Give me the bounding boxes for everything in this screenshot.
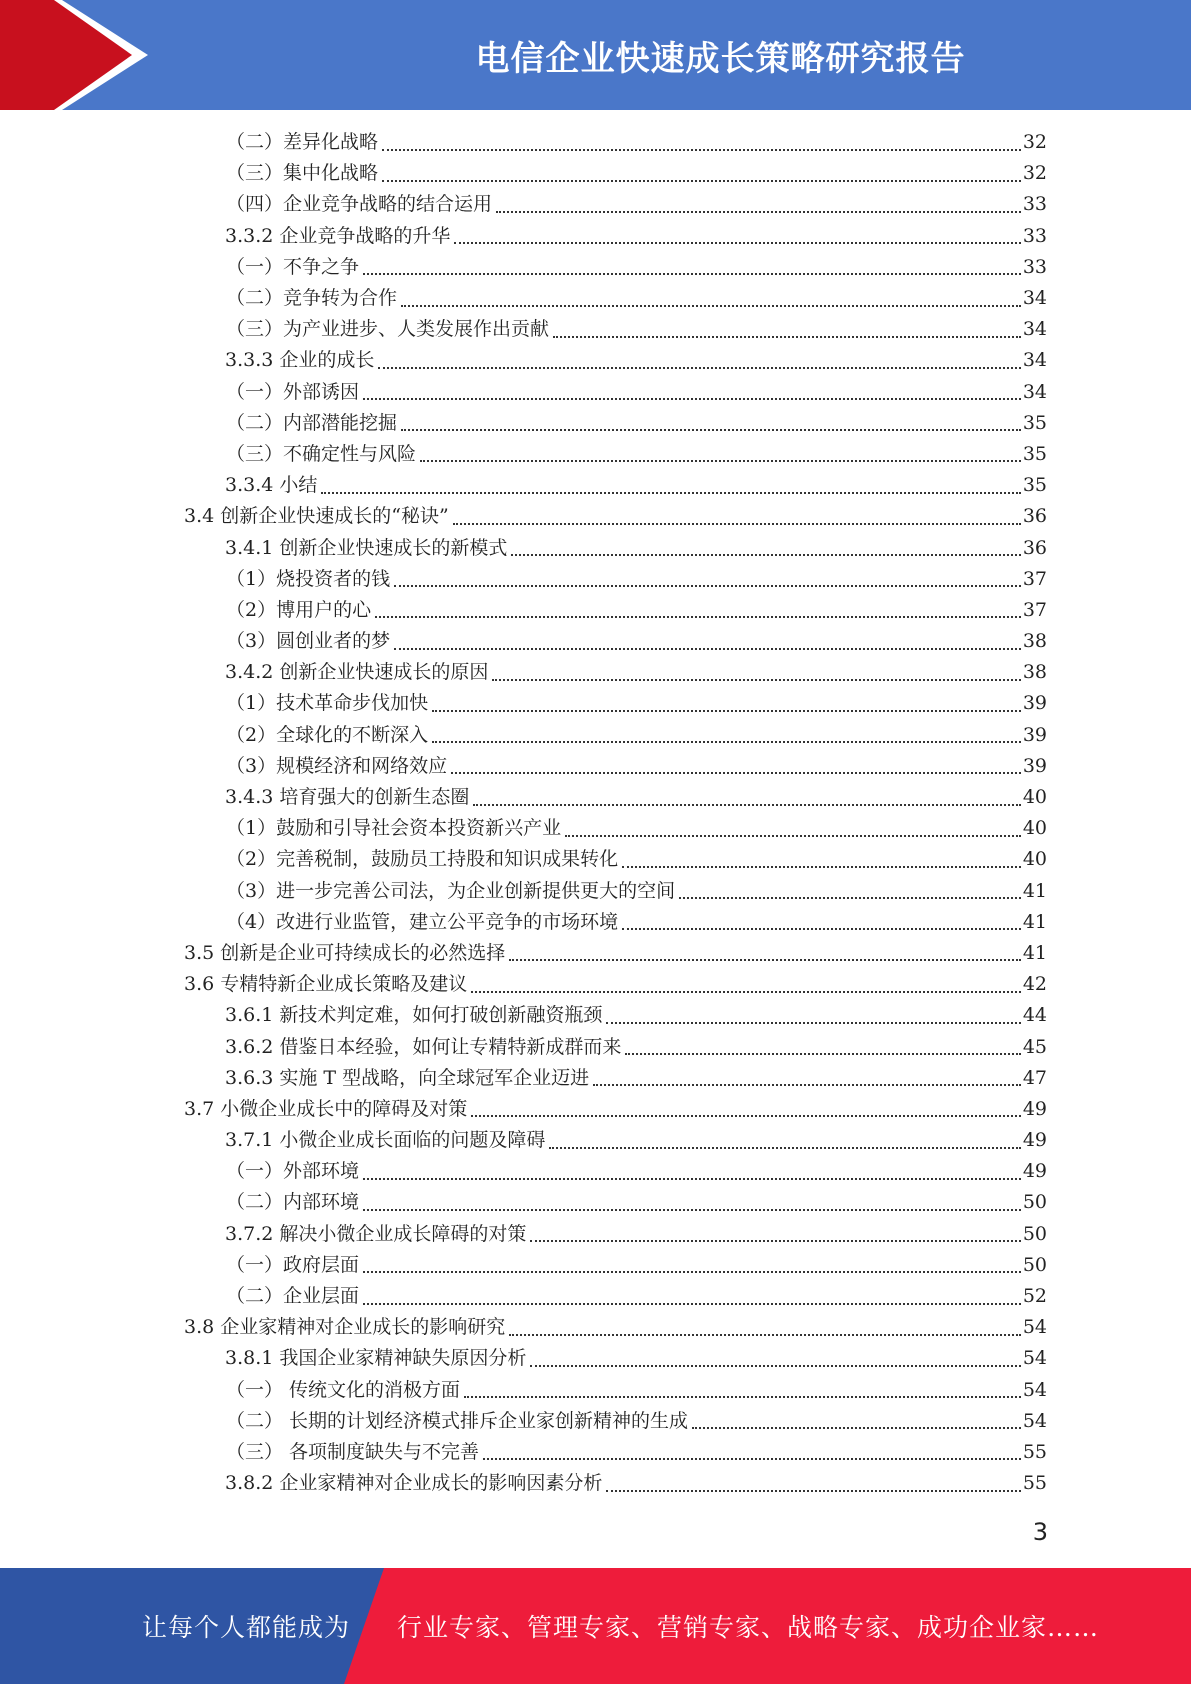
- toc-dot-leader: [509, 1334, 1021, 1336]
- toc-entry-page: 35: [1022, 442, 1047, 465]
- toc-dot-leader: [401, 429, 1021, 431]
- toc-dot-leader: [509, 959, 1021, 961]
- header-chevron-decoration: [0, 0, 160, 110]
- toc-entry-label: 3.8 企业家精神对企业成长的影响研究: [184, 1316, 506, 1339]
- toc-dot-leader: [363, 1271, 1021, 1273]
- toc-entry-label: 3.7.2 解决小微企业成长障碍的对策: [225, 1222, 527, 1245]
- toc-entry-label: （三）不确定性与风险: [226, 442, 417, 465]
- toc-entry-label: （一）政府层面: [226, 1253, 360, 1276]
- toc-entry[interactable]: [0, 283, 1191, 314]
- toc-entry[interactable]: [0, 907, 1191, 938]
- toc-entry-label: （2）完善税制，鼓励员工持股和知识成果转化: [226, 848, 619, 871]
- toc-entry-label: （一）外部环境: [226, 1160, 360, 1183]
- toc-entry-label: （一） 传统文化的消极方面: [226, 1378, 461, 1401]
- toc-entry-page: 36: [1022, 536, 1047, 559]
- toc-entry[interactable]: [0, 844, 1191, 875]
- toc-dot-leader: [432, 741, 1021, 743]
- toc-entry[interactable]: [0, 564, 1191, 595]
- toc-entry-label: 3.4 创新企业快速成长的“秘诀”: [184, 505, 449, 528]
- document-title: 电信企业快速成长策略研究报告: [475, 38, 966, 79]
- toc-entry[interactable]: [0, 127, 1191, 158]
- toc-entry-label: （一）外部诱因: [226, 380, 360, 403]
- toc-entry-page: 49: [1022, 1129, 1047, 1152]
- toc-entry-label: 3.7 小微企业成长中的障碍及对策: [184, 1097, 468, 1120]
- toc-entry-page: 50: [1022, 1191, 1047, 1214]
- toc-entry[interactable]: [0, 1000, 1191, 1031]
- toc-entry[interactable]: [0, 252, 1191, 283]
- toc-dot-leader: [473, 804, 1020, 806]
- toc-entry[interactable]: [0, 782, 1191, 813]
- toc-entry[interactable]: [0, 626, 1191, 657]
- toc-entry-page: 40: [1022, 817, 1047, 840]
- toc-entry-page: 52: [1022, 1285, 1047, 1308]
- toc-entry-page: 39: [1022, 754, 1047, 777]
- page-number: 3: [1032, 1518, 1048, 1546]
- toc-entry-page: 34: [1022, 287, 1047, 310]
- toc-dot-leader: [483, 1458, 1021, 1460]
- toc-entry[interactable]: [0, 1219, 1191, 1250]
- toc-dot-leader: [622, 866, 1021, 868]
- toc-entry-label: （3）进一步完善公司法，为企业创新提供更大的空间: [226, 879, 676, 902]
- toc-dot-leader: [378, 367, 1020, 369]
- toc-dot-leader: [382, 149, 1021, 151]
- toc-dot-leader: [692, 1427, 1021, 1429]
- toc-entry-label: （3）圆创业者的梦: [226, 630, 391, 653]
- toc-entry-page: 45: [1022, 1035, 1047, 1058]
- toc-entry-page: 47: [1022, 1066, 1047, 1089]
- toc-dot-leader: [363, 1178, 1021, 1180]
- toc-entry[interactable]: [0, 158, 1191, 189]
- toc-dot-leader: [679, 897, 1021, 899]
- toc-entry-label: （2）全球化的不断深入: [226, 723, 429, 746]
- toc-entry-page: 49: [1022, 1097, 1047, 1120]
- toc-entry[interactable]: [0, 470, 1191, 501]
- toc-entry-page: 38: [1022, 630, 1047, 653]
- toc-dot-leader: [382, 180, 1021, 182]
- toc-entry-page: 55: [1022, 1472, 1047, 1495]
- toc-entry[interactable]: [0, 314, 1191, 345]
- toc-entry-label: （1）技术革命步伐加快: [226, 692, 429, 715]
- toc-dot-leader: [394, 585, 1021, 587]
- toc-entry[interactable]: [0, 688, 1191, 719]
- toc-entry-label: （二） 长期的计划经济模式排斥企业家创新精神的生成: [226, 1409, 689, 1432]
- toc-entry-label: （1）烧投资者的钱: [226, 567, 391, 590]
- toc-entry-page: 54: [1022, 1316, 1047, 1339]
- toc-dot-leader: [622, 928, 1021, 930]
- toc-dot-leader: [420, 460, 1021, 462]
- toc-entry-label: （三） 各项制度缺失与不完善: [226, 1440, 480, 1463]
- toc-entry-page: 49: [1022, 1160, 1047, 1183]
- toc-entry-page: 50: [1022, 1253, 1047, 1276]
- toc-entry-page: 36: [1022, 505, 1047, 528]
- toc-entry-page: 54: [1022, 1409, 1047, 1432]
- toc-entry[interactable]: [0, 345, 1191, 376]
- toc-dot-leader: [549, 1147, 1020, 1149]
- toc-entry-label: （二）内部环境: [226, 1191, 360, 1214]
- toc-entry-page: 55: [1022, 1440, 1047, 1463]
- toc-entry-page: 35: [1022, 474, 1047, 497]
- toc-entry-page: 54: [1022, 1378, 1047, 1401]
- toc-dot-leader: [394, 648, 1021, 650]
- toc-entry-label: 3.7.1 小微企业成长面临的问题及障碍: [225, 1129, 546, 1152]
- toc-entry[interactable]: [0, 969, 1191, 1000]
- toc-dot-leader: [375, 616, 1021, 618]
- toc-dot-leader: [606, 1022, 1020, 1024]
- toc-entry[interactable]: [0, 1281, 1191, 1312]
- toc-dot-leader: [454, 242, 1020, 244]
- toc-entry-page: 33: [1022, 224, 1047, 247]
- toc-dot-leader: [565, 835, 1021, 837]
- toc-entry[interactable]: [0, 595, 1191, 626]
- toc-entry-page: 32: [1022, 162, 1047, 185]
- page-footer: [0, 1568, 1191, 1684]
- toc-entry[interactable]: [0, 1312, 1191, 1343]
- toc-entry[interactable]: [0, 1094, 1191, 1125]
- toc-dot-leader: [464, 1396, 1021, 1398]
- toc-entry-page: 44: [1022, 1004, 1047, 1027]
- toc-entry[interactable]: [0, 439, 1191, 470]
- toc-entry[interactable]: [0, 876, 1191, 907]
- toc-entry-label: 3.8.2 企业家精神对企业成长的影响因素分析: [225, 1472, 603, 1495]
- toc-entry-label: 3.3.2 企业竞争战略的升华: [225, 224, 451, 247]
- toc-dot-leader: [530, 1240, 1020, 1242]
- toc-entry-label: 3.3.3 企业的成长: [225, 349, 375, 372]
- toc-entry[interactable]: [0, 1250, 1191, 1281]
- toc-dot-leader: [496, 211, 1021, 213]
- toc-dot-leader: [401, 305, 1021, 307]
- toc-entry[interactable]: [0, 1031, 1191, 1062]
- toc-entry[interactable]: [0, 221, 1191, 252]
- toc-dot-leader: [363, 1209, 1021, 1211]
- toc-entry-label: 3.6.3 实施 T 型战略，向全球冠军企业迈进: [225, 1066, 590, 1089]
- toc-entry-label: （二）企业层面: [226, 1285, 360, 1308]
- toc-dot-leader: [363, 273, 1021, 275]
- toc-entry-page: 40: [1022, 786, 1047, 809]
- toc-entry[interactable]: [0, 1375, 1191, 1406]
- toc-entry-page: 32: [1022, 131, 1047, 154]
- toc-dot-leader: [471, 991, 1021, 993]
- toc-dot-leader: [363, 1303, 1021, 1305]
- toc-entry-label: （1）鼓励和引导社会资本投资新兴产业: [226, 817, 562, 840]
- toc-entry-page: 40: [1022, 848, 1047, 871]
- toc-entry-label: 3.6 专精特新企业成长策略及建议: [184, 973, 468, 996]
- toc-entry-page: 37: [1022, 567, 1047, 590]
- toc-entry-label: （二）差异化战略: [226, 131, 379, 154]
- toc-entry-page: 35: [1022, 411, 1047, 434]
- toc-entry-page: 41: [1022, 941, 1047, 964]
- toc-entry-label: 3.5 创新是企业可持续成长的必然选择: [184, 941, 506, 964]
- toc-entry[interactable]: [0, 377, 1191, 408]
- toc-dot-leader: [625, 1053, 1020, 1055]
- toc-dot-leader: [492, 679, 1020, 681]
- toc-entry-label: 3.4.2 创新企业快速成长的原因: [225, 661, 489, 684]
- table-of-contents: [0, 127, 1191, 1499]
- toc-entry-page: 54: [1022, 1347, 1047, 1370]
- toc-entry-label: （四）企业竞争战略的结合运用: [226, 193, 493, 216]
- toc-entry[interactable]: [0, 720, 1191, 751]
- toc-entry[interactable]: [0, 1063, 1191, 1094]
- toc-entry[interactable]: [0, 1125, 1191, 1156]
- toc-entry[interactable]: [0, 501, 1191, 532]
- toc-entry[interactable]: [0, 408, 1191, 439]
- toc-entry-label: （三）集中化战略: [226, 162, 379, 185]
- toc-dot-leader: [451, 772, 1021, 774]
- footer-slogan-right: 行业专家、管理专家、营销专家、战略专家、成功企业家……: [397, 1613, 1100, 1642]
- toc-entry-page: 41: [1022, 879, 1047, 902]
- toc-dot-leader: [471, 1115, 1021, 1117]
- toc-dot-leader: [321, 492, 1020, 494]
- toc-entry[interactable]: [0, 1437, 1191, 1468]
- page-header: [0, 0, 1191, 110]
- toc-entry[interactable]: [0, 1156, 1191, 1187]
- toc-entry-label: 3.8.1 我国企业家精神缺失原因分析: [225, 1347, 527, 1370]
- toc-entry-page: 39: [1022, 723, 1047, 746]
- toc-entry-label: 3.3.4 小结: [225, 474, 318, 497]
- toc-dot-leader: [530, 1365, 1020, 1367]
- toc-entry-page: 39: [1022, 692, 1047, 715]
- toc-entry-label: （4）改进行业监管，建立公平竞争的市场环境: [226, 910, 619, 933]
- toc-entry[interactable]: [0, 751, 1191, 782]
- toc-entry[interactable]: [0, 657, 1191, 688]
- toc-entry-page: 37: [1022, 598, 1047, 621]
- toc-entry-label: （2）博用户的心: [226, 598, 372, 621]
- toc-entry-label: 3.4.1 创新企业快速成长的新模式: [225, 536, 508, 559]
- toc-entry-page: 38: [1022, 661, 1047, 684]
- toc-entry[interactable]: [0, 189, 1191, 220]
- toc-dot-leader: [593, 1084, 1021, 1086]
- toc-entry-label: （三）为产业进步、人类发展作出贡献: [226, 318, 550, 341]
- toc-entry-label: （二）内部潜能挖掘: [226, 411, 398, 434]
- toc-dot-leader: [453, 523, 1021, 525]
- toc-dot-leader: [511, 554, 1020, 556]
- toc-entry-page: 34: [1022, 318, 1047, 341]
- toc-entry-label: 3.6.1 新技术判定难，如何打破创新融资瓶颈: [225, 1004, 603, 1027]
- toc-entry-page: 33: [1022, 193, 1047, 216]
- toc-entry-label: （3）规模经济和网络效应: [226, 754, 448, 777]
- toc-entry[interactable]: [0, 813, 1191, 844]
- toc-entry-page: 33: [1022, 255, 1047, 278]
- toc-entry-page: 42: [1022, 973, 1047, 996]
- toc-entry[interactable]: [0, 1406, 1191, 1437]
- toc-entry[interactable]: [0, 1468, 1191, 1499]
- toc-dot-leader: [432, 710, 1021, 712]
- toc-dot-leader: [363, 398, 1021, 400]
- toc-entry-label: 3.4.3 培育强大的创新生态圈: [225, 786, 470, 809]
- footer-slogan-left: 让每个人都能成为: [142, 1613, 351, 1642]
- toc-entry-page: 50: [1022, 1222, 1047, 1245]
- toc-entry[interactable]: [0, 532, 1191, 563]
- toc-dot-leader: [553, 336, 1021, 338]
- toc-entry-label: （二）竞争转为合作: [226, 287, 398, 310]
- toc-entry[interactable]: [0, 1343, 1191, 1374]
- toc-entry-page: 34: [1022, 380, 1047, 403]
- toc-entry-page: 41: [1022, 910, 1047, 933]
- toc-entry[interactable]: [0, 938, 1191, 969]
- toc-entry-label: （一）不争之争: [226, 255, 360, 278]
- toc-entry-page: 34: [1022, 349, 1047, 372]
- toc-entry[interactable]: [0, 1187, 1191, 1218]
- toc-dot-leader: [606, 1490, 1020, 1492]
- toc-entry-label: 3.6.2 借鉴日本经验，如何让专精特新成群而来: [225, 1035, 622, 1058]
